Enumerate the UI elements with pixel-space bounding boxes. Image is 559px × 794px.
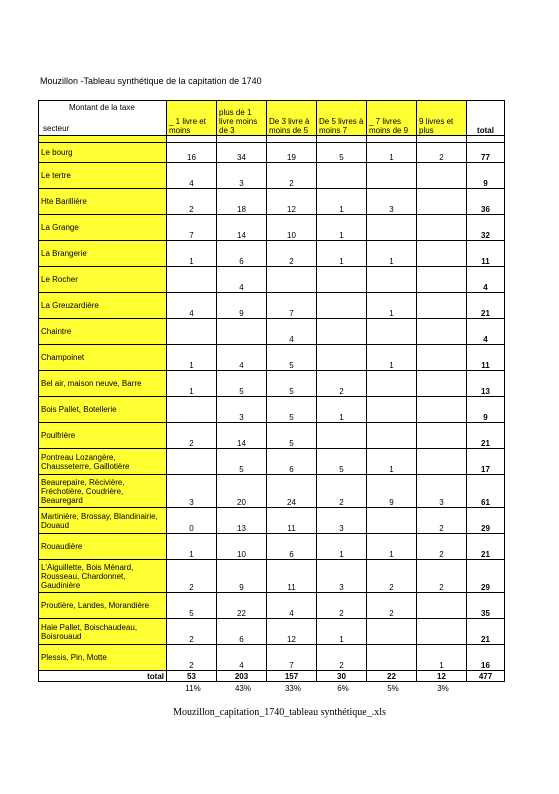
sector-name: Le tertre <box>39 163 167 189</box>
sector-name: La Grange <box>39 215 167 241</box>
value-cell: 1 <box>317 534 367 560</box>
value-cell: 5 <box>167 593 217 619</box>
row-total: 21 <box>467 534 505 560</box>
value-cell: 2 <box>267 241 317 267</box>
value-cell: 1 <box>367 241 417 267</box>
value-cell <box>267 267 317 293</box>
value-cell: 1 <box>167 241 217 267</box>
value-cell: 2 <box>267 163 317 189</box>
value-cell: 7 <box>267 645 317 671</box>
sector-name: L'Aiguillette, Bois Ménard, Rousseau, Chardonnet, Gaudinière <box>39 560 167 593</box>
value-cell: 2 <box>317 645 367 671</box>
value-cell: 5 <box>267 345 317 371</box>
value-cell: 34 <box>217 143 267 163</box>
column-total: 22 <box>367 671 417 682</box>
value-cell: 5 <box>217 371 267 397</box>
value-cell: 1 <box>367 345 417 371</box>
value-cell: 1 <box>317 189 367 215</box>
value-cell: 24 <box>267 475 317 508</box>
value-cell <box>317 319 367 345</box>
value-cell: 3 <box>367 189 417 215</box>
sector-name: Proutière, Landes, Morandière <box>39 593 167 619</box>
value-cell: 9 <box>367 475 417 508</box>
sector-name: Chaintre <box>39 319 167 345</box>
table-row <box>39 189 505 215</box>
value-cell: 3 <box>417 475 467 508</box>
row-total: 9 <box>467 397 505 423</box>
value-cell: 2 <box>317 371 367 397</box>
row-total: 4 <box>467 267 505 293</box>
percentage-cell: 3% <box>437 684 449 693</box>
value-cell <box>417 345 467 371</box>
value-cell: 6 <box>217 619 267 645</box>
sector-name: Le bourg <box>39 143 167 163</box>
header-corner <box>39 101 167 136</box>
value-cell: 7 <box>167 215 217 241</box>
secteur-label: secteur <box>43 124 70 133</box>
table-row <box>39 397 505 423</box>
value-cell: 4 <box>217 645 267 671</box>
percentage-cell: 43% <box>234 684 251 693</box>
value-cell: 20 <box>217 475 267 508</box>
montant-label: Montant de la taxe <box>69 103 135 112</box>
grand-total: 477 <box>467 671 505 682</box>
value-cell: 2 <box>417 143 467 163</box>
row-total: 21 <box>467 423 505 449</box>
value-cell: 0 <box>167 508 217 534</box>
value-cell <box>417 619 467 645</box>
sector-name: La Greuzardière <box>39 293 167 319</box>
value-cell: 11 <box>267 560 317 593</box>
totals-row <box>39 671 505 682</box>
value-cell <box>317 423 367 449</box>
value-cell <box>417 215 467 241</box>
value-cell <box>317 293 367 319</box>
value-cell: 2 <box>417 560 467 593</box>
value-cell <box>367 397 417 423</box>
table-row <box>39 645 505 671</box>
value-cell: 1 <box>367 449 417 475</box>
column-header: De 5 livres à moins 7 <box>317 101 367 136</box>
table-row <box>39 619 505 645</box>
row-total: 61 <box>467 475 505 508</box>
value-cell <box>367 619 417 645</box>
sector-name: Poulfrière <box>39 423 167 449</box>
value-cell: 1 <box>317 619 367 645</box>
sector-name: La Brangerie <box>39 241 167 267</box>
value-cell: 2 <box>367 560 417 593</box>
value-cell <box>317 345 367 371</box>
row-total: 11 <box>467 345 505 371</box>
value-cell <box>167 319 217 345</box>
sector-name: Pontreau Lozangère, Chausseterre, Gaillotière <box>39 449 167 475</box>
value-cell <box>417 293 467 319</box>
value-cell <box>417 423 467 449</box>
value-cell <box>417 397 467 423</box>
table-row <box>39 143 505 163</box>
table-row <box>39 163 505 189</box>
column-header: De 3 livre à moins de 5 <box>267 101 317 136</box>
sector-name: Champoinet <box>39 345 167 371</box>
table-row <box>39 475 505 508</box>
table-row <box>39 449 505 475</box>
value-cell <box>417 241 467 267</box>
value-cell: 7 <box>267 293 317 319</box>
table-row <box>39 267 505 293</box>
value-cell <box>417 371 467 397</box>
value-cell <box>367 645 417 671</box>
value-cell <box>367 508 417 534</box>
sector-name: Bois Pallet, Botellerie <box>39 397 167 423</box>
table-row <box>39 593 505 619</box>
value-cell: 2 <box>167 560 217 593</box>
table-row <box>39 215 505 241</box>
value-cell: 2 <box>317 593 367 619</box>
value-cell: 3 <box>167 475 217 508</box>
column-header: plus de 1 livre moins de 3 <box>217 101 267 136</box>
value-cell: 1 <box>367 534 417 560</box>
table-row <box>39 345 505 371</box>
value-cell: 1 <box>317 215 367 241</box>
total-column-header: total <box>467 101 505 136</box>
totals-label: total <box>39 671 167 682</box>
table-row <box>39 560 505 593</box>
value-cell: 6 <box>267 534 317 560</box>
value-cell: 3 <box>317 560 367 593</box>
value-cell: 10 <box>267 215 317 241</box>
column-total: 30 <box>317 671 367 682</box>
value-cell: 6 <box>217 241 267 267</box>
sector-name: Beaurepaire, Récivière, Fréchotière, Coudrière, Beauregard <box>39 475 167 508</box>
row-total: 77 <box>467 143 505 163</box>
percentage-cell: 33% <box>284 684 301 693</box>
value-cell: 2 <box>167 645 217 671</box>
value-cell <box>367 423 417 449</box>
row-total: 32 <box>467 215 505 241</box>
value-cell: 2 <box>417 534 467 560</box>
value-cell: 9 <box>217 293 267 319</box>
value-cell: 4 <box>267 319 317 345</box>
row-total: 29 <box>467 560 505 593</box>
sector-name: Plessis, Pin, Motte <box>39 645 167 671</box>
value-cell: 18 <box>217 189 267 215</box>
value-cell <box>417 267 467 293</box>
value-cell: 19 <box>267 143 317 163</box>
value-cell <box>167 267 217 293</box>
table-row <box>39 241 505 267</box>
value-cell <box>417 163 467 189</box>
value-cell: 14 <box>217 423 267 449</box>
sector-name: Martinière, Brossay, Blandinairie, Douaud <box>39 508 167 534</box>
column-header: 9 livres et plus <box>417 101 467 136</box>
value-cell <box>167 449 217 475</box>
sector-name: Hte Barillière <box>39 189 167 215</box>
value-cell <box>217 319 267 345</box>
value-cell <box>367 371 417 397</box>
value-cell: 4 <box>217 267 267 293</box>
value-cell: 5 <box>317 449 367 475</box>
value-cell: 16 <box>167 143 217 163</box>
spacer-row <box>39 136 505 143</box>
value-cell: 1 <box>167 371 217 397</box>
percentage-cell: 11% <box>185 684 201 693</box>
value-cell: 9 <box>217 560 267 593</box>
row-total: 16 <box>467 645 505 671</box>
value-cell: 2 <box>417 508 467 534</box>
table-row <box>39 293 505 319</box>
value-cell: 3 <box>217 163 267 189</box>
row-total: 9 <box>467 163 505 189</box>
value-cell: 2 <box>317 475 367 508</box>
column-header: _ 1 livre et moins <box>167 101 217 136</box>
value-cell <box>417 593 467 619</box>
sector-name: Bel air, maison neuve, Barre <box>39 371 167 397</box>
value-cell: 3 <box>317 508 367 534</box>
value-cell: 5 <box>267 371 317 397</box>
header-row <box>39 101 505 136</box>
sector-name: Rouaudière <box>39 534 167 560</box>
file-name-footer: Mouzillon_capitation_1740_tableau synthétique_.xls <box>173 707 386 718</box>
table-row <box>39 319 505 345</box>
value-cell: 1 <box>367 293 417 319</box>
value-cell <box>317 163 367 189</box>
value-cell: 14 <box>217 215 267 241</box>
value-cell: 6 <box>267 449 317 475</box>
value-cell: 5 <box>267 423 317 449</box>
value-cell: 12 <box>267 619 317 645</box>
value-cell: 12 <box>267 189 317 215</box>
value-cell: 5 <box>317 143 367 163</box>
sector-name: Haie Pallet, Boischaudeau, Boisrouaud <box>39 619 167 645</box>
value-cell <box>367 215 417 241</box>
value-cell <box>417 449 467 475</box>
row-total: 21 <box>467 619 505 645</box>
column-total: 157 <box>267 671 317 682</box>
value-cell <box>317 267 367 293</box>
value-cell: 2 <box>167 423 217 449</box>
value-cell: 1 <box>167 345 217 371</box>
value-cell: 22 <box>217 593 267 619</box>
percentage-cell: 6% <box>337 684 349 693</box>
value-cell: 11 <box>267 508 317 534</box>
sector-name: Le Rocher <box>39 267 167 293</box>
value-cell: 5 <box>267 397 317 423</box>
value-cell <box>367 267 417 293</box>
value-cell: 4 <box>167 163 217 189</box>
value-cell: 3 <box>217 397 267 423</box>
row-total: 17 <box>467 449 505 475</box>
row-total: 35 <box>467 593 505 619</box>
value-cell: 4 <box>217 345 267 371</box>
row-total: 4 <box>467 319 505 345</box>
value-cell <box>367 319 417 345</box>
table-row <box>39 508 505 534</box>
value-cell: 1 <box>317 397 367 423</box>
page-title: Mouzillon -Tableau synthétique de la capitation de 1740 <box>40 76 262 86</box>
value-cell: 1 <box>167 534 217 560</box>
column-total: 203 <box>217 671 267 682</box>
value-cell: 4 <box>267 593 317 619</box>
table-row <box>39 423 505 449</box>
row-total: 29 <box>467 508 505 534</box>
column-header: _ 7 livres moins de 9 <box>367 101 417 136</box>
value-cell <box>417 189 467 215</box>
value-cell: 1 <box>367 143 417 163</box>
column-total: 12 <box>417 671 467 682</box>
row-total: 13 <box>467 371 505 397</box>
value-cell: 2 <box>167 619 217 645</box>
value-cell: 1 <box>417 645 467 671</box>
value-cell: 2 <box>367 593 417 619</box>
table-row <box>39 371 505 397</box>
column-total: 53 <box>167 671 217 682</box>
value-cell: 13 <box>217 508 267 534</box>
value-cell <box>167 397 217 423</box>
value-cell: 5 <box>217 449 267 475</box>
row-total: 11 <box>467 241 505 267</box>
row-total: 36 <box>467 189 505 215</box>
value-cell: 2 <box>167 189 217 215</box>
table-row <box>39 534 505 560</box>
value-cell: 1 <box>317 241 367 267</box>
row-total: 21 <box>467 293 505 319</box>
capitation-table <box>38 100 505 682</box>
value-cell: 4 <box>167 293 217 319</box>
value-cell: 10 <box>217 534 267 560</box>
value-cell <box>367 163 417 189</box>
value-cell <box>417 319 467 345</box>
percentage-cell: 5% <box>387 684 399 693</box>
